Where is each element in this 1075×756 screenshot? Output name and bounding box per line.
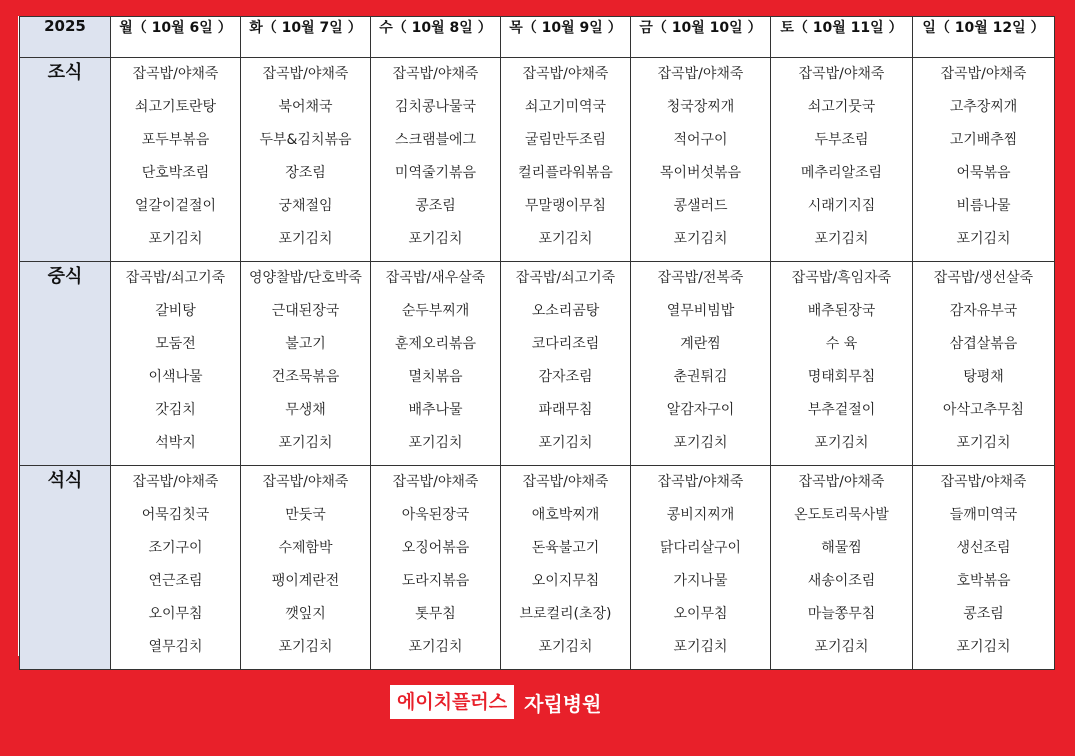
menu-cell-dinner-fri (631, 466, 771, 670)
menu-item: 새송이조림 (807, 573, 876, 589)
menu-item: 두부&김치볶음 (259, 132, 352, 148)
menu-item: 명태회무침 (807, 369, 876, 385)
menu-item: 배추나물 (408, 402, 463, 418)
menu-item: 조기구이 (148, 540, 203, 556)
top-border (0, 0, 1075, 16)
menu-item: 잡곡밥/생선살죽 (933, 270, 1034, 286)
menu-item: 잡곡밥/야채죽 (262, 474, 349, 490)
menu-item: 갓김치 (155, 402, 196, 418)
meal-row-lunch (20, 262, 1055, 466)
hospital-logo (390, 684, 601, 720)
menu-item: 포기김치 (538, 435, 593, 451)
menu-item: 포기김치 (278, 231, 333, 247)
menu-item: 오소리곰탕 (531, 303, 600, 319)
right-border (1054, 0, 1075, 756)
menu-cell-lunch-sat (771, 262, 913, 466)
menu-item: 아욱된장국 (401, 507, 470, 523)
day-header-thu: 목（ 10월 9일 ） (501, 17, 631, 58)
menu-item: 호박볶음 (956, 573, 1011, 589)
menu-item: 건조묵볶음 (271, 369, 340, 385)
meal-row-breakfast (20, 58, 1055, 262)
menu-item: 포기김치 (148, 231, 203, 247)
menu-item: 잡곡밥/야채죽 (132, 474, 219, 490)
menu-item: 돈육불고기 (531, 540, 600, 556)
menu-item: 열무비빔밥 (666, 303, 735, 319)
menu-item: 오징어볶음 (401, 540, 470, 556)
menu-item: 포기김치 (814, 435, 869, 451)
menu-cell-dinner-tue (241, 466, 371, 670)
menu-item: 포기김치 (538, 231, 593, 247)
menu-item: 열무김치 (148, 639, 203, 655)
menu-item: 오이무침 (673, 606, 728, 622)
menu-item: 쇠고기토란탕 (134, 99, 217, 115)
menu-item: 배추된장국 (807, 303, 876, 319)
menu-cell-breakfast-fri (631, 58, 771, 262)
menu-cell-breakfast-sun (913, 58, 1055, 262)
menu-item: 포기김치 (673, 639, 728, 655)
menu-item: 포기김치 (814, 639, 869, 655)
menu-cell-dinner-sat (771, 466, 913, 670)
menu-item: 어묵김칫국 (141, 507, 210, 523)
menu-item: 장조림 (285, 165, 326, 181)
menu-item: 잡곡밥/야채죽 (522, 474, 609, 490)
menu-item: 잡곡밥/흑임자죽 (791, 270, 892, 286)
menu-item: 시래기지짐 (807, 198, 876, 214)
menu-item: 콩조림 (963, 606, 1004, 622)
menu-item: 들깨미역국 (949, 507, 1018, 523)
day-header-wed: 수（ 10월 8일 ） (371, 17, 501, 58)
menu-item: 오이지무침 (531, 573, 600, 589)
menu-item: 불고기 (285, 336, 326, 352)
menu-item: 감자조림 (538, 369, 593, 385)
menu-item: 무생채 (285, 402, 326, 418)
menu-item: 콩비지찌개 (666, 507, 735, 523)
menu-item: 쇠고기미역국 (524, 99, 607, 115)
menu-item: 삼겹살볶음 (949, 336, 1018, 352)
menu-item: 만둣국 (285, 507, 326, 523)
menu-item: 포기김치 (956, 435, 1011, 451)
menu-item: 잡곡밥/야채죽 (522, 66, 609, 82)
menu-item: 포기김치 (538, 639, 593, 655)
menu-item: 미역줄기볶음 (394, 165, 477, 181)
day-header-sun: 일（ 10월 12일 ） (913, 17, 1055, 58)
menu-cell-dinner-wed (371, 466, 501, 670)
menu-cell-dinner-thu (501, 466, 631, 670)
menu-cell-lunch-tue (241, 262, 371, 466)
menu-item: 파래무침 (538, 402, 593, 418)
menu-item: 춘권튀김 (673, 369, 728, 385)
meal-label-dinner: 석식 (20, 466, 111, 670)
menu-item: 얼갈이겉절이 (134, 198, 217, 214)
year-label: 2025 (20, 17, 111, 58)
menu-item: 잡곡밥/쇠고기죽 (125, 270, 226, 286)
day-header-mon: 월（ 10월 6일 ） (111, 17, 241, 58)
menu-item: 순두부찌개 (401, 303, 470, 319)
hospital-name: 자립병원 (524, 691, 602, 716)
menu-item: 어묵볶음 (956, 165, 1011, 181)
meal-label-breakfast: 조식 (20, 58, 111, 262)
menu-item: 훈제오리볶음 (394, 336, 477, 352)
menu-item: 애호박찌개 (531, 507, 600, 523)
menu-item: 영양찰밥/단호박죽 (249, 270, 362, 286)
brand-name: 에이치플러스 (390, 685, 514, 719)
menu-item: 수 육 (825, 336, 858, 352)
menu-item: 온도토리묵사발 (794, 507, 889, 523)
menu-item: 닭다리살구이 (659, 540, 742, 556)
menu-item: 모둠전 (155, 336, 196, 352)
menu-item: 고추장찌개 (949, 99, 1018, 115)
menu-cell-lunch-sun (913, 262, 1055, 466)
menu-item: 도라지볶음 (401, 573, 470, 589)
menu-item: 잡곡밥/야채죽 (262, 66, 349, 82)
menu-item: 굴림만두조림 (524, 132, 607, 148)
meal-row-dinner (20, 466, 1055, 670)
menu-item: 비름나물 (956, 198, 1011, 214)
menu-cell-lunch-wed (371, 262, 501, 466)
menu-cell-breakfast-thu (501, 58, 631, 262)
menu-item: 아삭고추무침 (942, 402, 1025, 418)
menu-item: 깻잎지 (285, 606, 326, 622)
menu-item: 컬리플라워볶음 (518, 165, 613, 181)
left-border (0, 0, 18, 756)
menu-item: 포두부볶음 (141, 132, 210, 148)
menu-item: 잡곡밥/야채죽 (940, 66, 1027, 82)
menu-item: 수제함박 (278, 540, 333, 556)
menu-item: 단호박조림 (141, 165, 210, 181)
menu-item: 코다리조림 (531, 336, 600, 352)
menu-item: 콩샐러드 (673, 198, 728, 214)
menu-item: 두부조림 (814, 132, 869, 148)
menu-item: 탕평채 (963, 369, 1004, 385)
menu-item: 감자유부국 (949, 303, 1018, 319)
menu-item: 잡곡밥/야채죽 (132, 66, 219, 82)
menu-item: 부추겉절이 (807, 402, 876, 418)
menu-item: 고기배추찜 (949, 132, 1018, 148)
menu-item: 포기김치 (673, 435, 728, 451)
menu-item: 가지나물 (673, 573, 728, 589)
menu-item: 브로컬리(초장) (519, 606, 612, 622)
menu-cell-breakfast-sat (771, 58, 913, 262)
menu-item: 콩조림 (415, 198, 456, 214)
menu-item: 갈비탕 (155, 303, 196, 319)
menu-item: 김치콩나물국 (394, 99, 477, 115)
menu-item: 무말랭이무침 (524, 198, 607, 214)
weekly-menu-table (19, 16, 1055, 670)
menu-item: 포기김치 (956, 639, 1011, 655)
menu-item: 멸치볶음 (408, 369, 463, 385)
day-header-sat: 토（ 10월 11일 ） (771, 17, 913, 58)
menu-item: 포기김치 (278, 435, 333, 451)
menu-item: 근대된장국 (271, 303, 340, 319)
menu-item: 연근조림 (148, 573, 203, 589)
menu-item: 잡곡밥/야채죽 (940, 474, 1027, 490)
menu-item: 스크램블에그 (394, 132, 477, 148)
menu-item: 잡곡밥/전복죽 (657, 270, 744, 286)
menu-cell-breakfast-mon (111, 58, 241, 262)
menu-item: 쇠고기뭇국 (807, 99, 876, 115)
menu-item: 포기김치 (408, 231, 463, 247)
menu-item: 적어구이 (673, 132, 728, 148)
menu-item: 포기김치 (956, 231, 1011, 247)
menu-item: 포기김치 (814, 231, 869, 247)
menu-item: 잡곡밥/야채죽 (392, 474, 479, 490)
menu-item: 포기김치 (278, 639, 333, 655)
menu-item: 메추리알조림 (800, 165, 883, 181)
menu-item: 포기김치 (408, 435, 463, 451)
menu-item: 잡곡밥/야채죽 (798, 474, 885, 490)
menu-item: 계란찜 (680, 336, 721, 352)
menu-cell-dinner-mon (111, 466, 241, 670)
menu-cell-lunch-fri (631, 262, 771, 466)
menu-cell-dinner-sun (913, 466, 1055, 670)
menu-item: 포기김치 (673, 231, 728, 247)
menu-cell-lunch-thu (501, 262, 631, 466)
menu-item: 북어채국 (278, 99, 333, 115)
menu-item: 잡곡밥/야채죽 (657, 66, 744, 82)
menu-item: 톳무침 (415, 606, 456, 622)
menu-cell-breakfast-tue (241, 58, 371, 262)
menu-cell-lunch-mon (111, 262, 241, 466)
menu-item: 팽이계란전 (271, 573, 340, 589)
menu-item: 석박지 (155, 435, 196, 451)
menu-item: 해물찜 (821, 540, 862, 556)
menu-item: 오이무침 (148, 606, 203, 622)
day-header-tue: 화（ 10월 7일 ） (241, 17, 371, 58)
menu-item: 마늘쫑무침 (807, 606, 876, 622)
menu-item: 이색나물 (148, 369, 203, 385)
day-header-fri: 금（ 10월 10일 ） (631, 17, 771, 58)
menu-item: 잡곡밥/야채죽 (392, 66, 479, 82)
menu-item: 잡곡밥/쇠고기죽 (515, 270, 616, 286)
menu-item: 궁채절임 (278, 198, 333, 214)
menu-item: 잡곡밥/야채죽 (657, 474, 744, 490)
menu-item: 목이버섯볶음 (659, 165, 742, 181)
header-row (20, 17, 1055, 58)
menu-cell-breakfast-wed (371, 58, 501, 262)
menu-item: 알감자구이 (666, 402, 735, 418)
menu-item: 잡곡밥/새우살죽 (385, 270, 486, 286)
menu-item: 생선조림 (956, 540, 1011, 556)
meal-label-lunch: 중식 (20, 262, 111, 466)
menu-item: 잡곡밥/야채죽 (798, 66, 885, 82)
menu-item: 청국장찌개 (666, 99, 735, 115)
menu-item: 포기김치 (408, 639, 463, 655)
